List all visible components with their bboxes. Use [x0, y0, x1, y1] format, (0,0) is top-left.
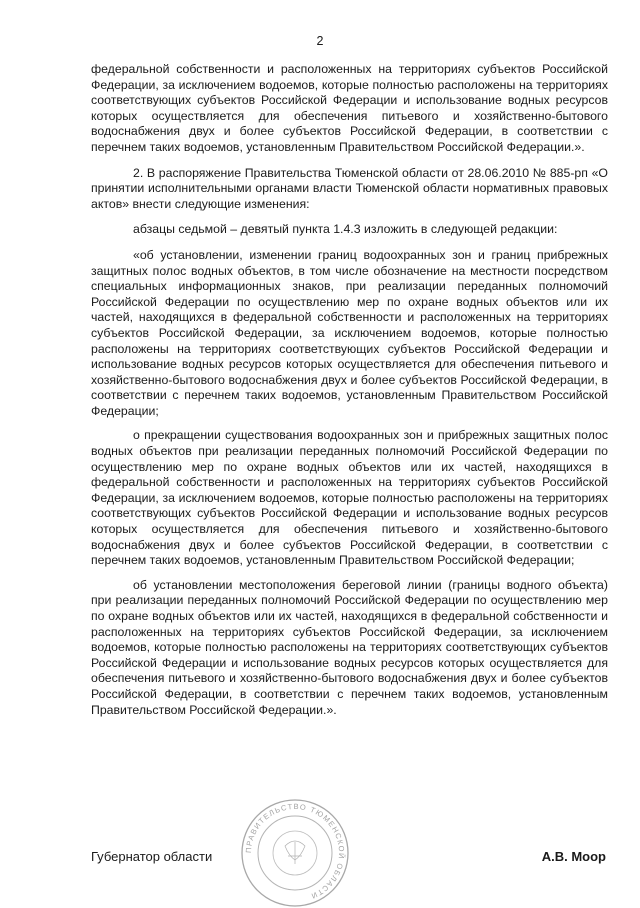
paragraph-quoted-boundaries: «об установлении, изменении границ водоохранных зон и границ прибрежных защитных полос водных объектов, в том числе обозначение на местности посредством специальных информационных знаков, при реализации переданных полномочий Российской Федерации по осуществлению мер по охране водных объектов или их частей, находящихся в федеральной собственности и расположенных на территориях субъектов Российской Федерации, за исключением водоемов, которые полностью расположены на территориях соответствующих субъектов Российской Федерации и использование водных ресурсов которых осуществляется для обеспечения питьевого и хозяйственно-бытового водоснабжения двух и более субъектов Российской Федерации, в соответствии с перечнем таких водоемов, установленным Правительством Российской Федерации;	[91, 247, 608, 418]
paragraph-quoted-termination: о прекращении существования водоохранных зон и прибрежных защитных полос водных объектов при реализации переданных полномочий Российской Федерации по осуществлению мер по охране водных объектов или их частей, находящихся в федеральной собственности и расположенных на территориях субъектов Российской Федерации, за исключением водоемов, которые полностью расположены на территориях соответствующих субъектов Российской Федерации и использование водных ресурсов которых осуществляется для обеспечения питьевого и хозяйственно-бытового водоснабжения двух и более субъектов Российской Федерации, в соответствии с перечнем таких водоемов, установленным Правительством Российской Федерации;	[91, 428, 608, 568]
paragraph-amendment-instruction: абзацы седьмой – девятый пункта 1.4.3 изложить в следующей редакции:	[133, 222, 558, 237]
paragraph-continuation: федеральной собственности и расположенных на территориях субъектов Российской Федерации, за исключением водоемов, которые полностью расположены на территориях соответствующих субъектов Российской Федерации и использование водных ресурсов которых осуществляется для обеспечения питьевого и хозяйственно-бытового водоснабжения двух и более субъектов Российской Федерации, в соответствии с перечнем таких водоемов, установленным Правительством Российской Федерации.».	[91, 62, 608, 154]
signature-title: Губернатор области	[91, 849, 213, 864]
page-number: 2	[316, 34, 324, 48]
signature-block	[91, 849, 608, 869]
signature-name: А.В. Моор	[541, 849, 606, 864]
paragraph-quoted-shoreline: об установлении местоположения береговой линии (границы водного объекта) при реализации переданных полномочий Российской Федерации по осуществлению мер по охране водных объектов или их частей, находящихся в федеральной собственности и расположенных на территориях субъектов Российской Федерации, за исключением водоемов, которые полностью расположены на территориях соответствующих субъектов Российской Федерации и использование водных ресурсов которых осуществляется для обеспечения питьевого и хозяйственно-бытового водоснабжения двух и более субъектов Российской Федерации, в соответствии с перечнем таких водоемов, установленным Правительством Российской Федерации.».	[91, 577, 608, 717]
seal-ring-text: ПРАВИТЕЛЬСТВО ТЮМЕНСКОЙ ОБЛАСТИ	[243, 801, 347, 901]
document-body	[91, 62, 608, 718]
paragraph-amendment-item-2: 2. В распоряжение Правительства Тюменской области от 28.06.2010 № 885-рп «О принятии исполнительными органами власти Тюменской области нормативных правовых актов» внести следующие изменения:	[91, 165, 608, 211]
